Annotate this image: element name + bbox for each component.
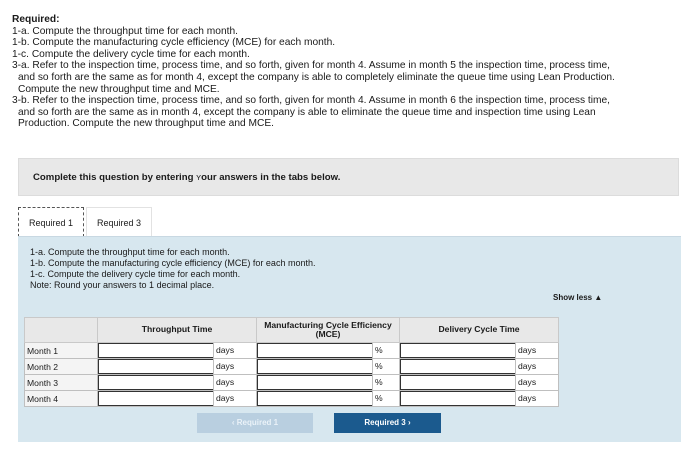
table-row	[25, 391, 559, 407]
mce-input[interactable]	[257, 391, 372, 406]
header-mce: Manufacturing Cycle Efficiency (MCE)	[257, 318, 400, 343]
instr-note: Note: Round your answers to 1 decimal place.	[30, 280, 215, 290]
mce-input[interactable]	[257, 343, 372, 358]
unit-label: days	[213, 391, 256, 406]
instr-line: 1-b. Compute the manufacturing cycle efficiency (MCE) for each month.	[30, 258, 316, 268]
mce-input[interactable]	[257, 359, 372, 374]
header-delivery: Delivery Cycle Time	[400, 318, 559, 343]
unit-label: %	[372, 343, 399, 358]
unit-label: days	[515, 375, 558, 390]
unit-label: %	[372, 375, 399, 390]
unit-label: %	[372, 391, 399, 406]
unit-label: days	[515, 391, 558, 406]
table-row	[25, 359, 559, 375]
req-line: 1-b. Compute the manufacturing cycle efficiency (MCE) for each month.	[12, 37, 336, 49]
req-line: Compute the new throughput time and MCE.	[18, 83, 220, 95]
row-label: Month 2	[25, 359, 98, 375]
throughput-input[interactable]	[98, 375, 213, 390]
req-line: and so forth are the same as in month 4, except the company is able to eliminate the queue time and inspection time using Lean	[18, 106, 596, 118]
instr-line: 1-c. Compute the delivery cycle time for each month.	[30, 269, 241, 279]
unit-label: %	[372, 359, 399, 374]
tab-required-3[interactable]: Required 3	[86, 207, 152, 237]
throughput-input[interactable]	[98, 359, 213, 374]
req-line: 3-a. Refer to the inspection time, process time, and so forth, given for month 4. Assume in month 5 the inspection time, process time,	[12, 60, 610, 72]
delivery-input[interactable]	[400, 391, 515, 406]
req-line: 3-b. Refer to the inspection time, process time, and so forth, given for month 4. Assume in month 6 the inspection time, process time,	[12, 95, 610, 107]
banner-text-end: our answers in the tabs below.	[201, 172, 341, 183]
row-label: Month 4	[25, 391, 98, 407]
req-line: 1-c. Compute the delivery cycle time for each month.	[12, 48, 250, 60]
unit-label: days	[213, 359, 256, 374]
unit-label: days	[213, 343, 256, 358]
row-label: Month 1	[25, 343, 98, 359]
req-line: and so forth are the same as for month 4, except the company is able to completely eliminate the queue time using Lean Production.	[18, 71, 615, 83]
instruction-banner	[18, 158, 679, 196]
delivery-input[interactable]	[400, 375, 515, 390]
row-label: Month 3	[25, 375, 98, 391]
banner-text-start: Complete this question by entering	[33, 172, 197, 183]
delivery-input[interactable]	[400, 343, 515, 358]
delivery-input[interactable]	[400, 359, 515, 374]
prev-required-1-button[interactable]: ‹ Required 1	[197, 413, 313, 433]
req-line: Production. Compute the new throughput time and MCE.	[18, 118, 274, 130]
unit-label: days	[213, 375, 256, 390]
header-throughput: Throughput Time	[98, 318, 257, 343]
required-heading: Required:	[12, 14, 60, 25]
header-blank	[25, 318, 98, 343]
answer-table	[24, 317, 559, 407]
throughput-input[interactable]	[98, 343, 213, 358]
req-line: 1-a. Compute the throughput time for each month.	[12, 25, 238, 37]
tab-panel	[18, 236, 681, 442]
unit-label: days	[515, 343, 558, 358]
required-instructions	[12, 14, 692, 130]
mce-input[interactable]	[257, 375, 372, 390]
next-required-3-button[interactable]: Required 3 ›	[334, 413, 441, 433]
table-row	[25, 343, 559, 359]
show-less-link[interactable]: Show less ▲	[553, 293, 603, 302]
panel-instructions	[30, 247, 315, 291]
tab-bar	[18, 207, 152, 237]
instr-line: 1-a. Compute the throughput time for each month.	[30, 247, 230, 257]
unit-label: days	[515, 359, 558, 374]
table-row	[25, 375, 559, 391]
text-cursor-icon: ʏ	[196, 172, 202, 183]
throughput-input[interactable]	[98, 391, 213, 406]
tab-required-1[interactable]: Required 1	[18, 207, 84, 237]
